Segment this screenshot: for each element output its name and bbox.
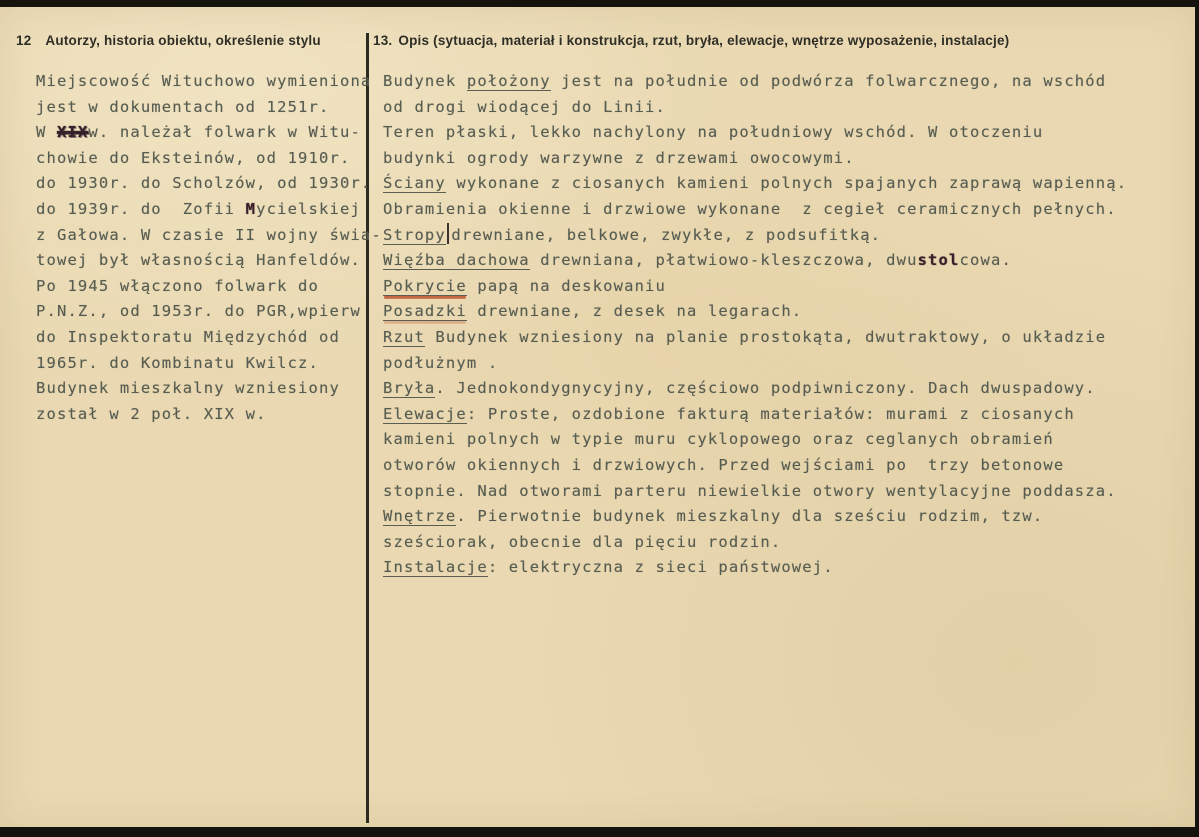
typewritten-line: chowie do Eksteinów, od 1910r. (36, 148, 351, 167)
typewritten-line: Więźba dachowa drewniana, płatwiowo-kleszczowa, dwustolcowa. (383, 251, 1012, 270)
typewritten-line: od drogi wiodącej do Linii. (383, 97, 667, 116)
typewritten-line: do 1939r. do Zofii Mycielskiej (36, 199, 361, 218)
typewritten-line: został w 2 poł. XIX w. (36, 404, 267, 423)
typewritten-line: budynki ogrody warzywne z drzewami owocowymi. (383, 148, 855, 167)
typewritten-line: Wnętrze. Pierwotnie budynek mieszkalny dla sześciu rodzim, tzw. (383, 507, 1044, 526)
typewritten-line: Ściany wykonane z ciosanych kamieni polnych spajanych zaprawą wapienną. (383, 174, 1128, 193)
typewritten-line: Obramienia okienne i drzwiowe wykonane z cegieł ceramicznych pełnych. (383, 199, 1117, 218)
typewritten-line: Budynek mieszkalny wzniesiony (36, 379, 340, 398)
typewritten-line: Budynek położony jest na południe od podwórza folwarcznego, na wschód (383, 72, 1107, 90)
typewritten-line: Miejscowość Wituchowo wymieniona (36, 72, 372, 90)
typewritten-line: P.N.Z., od 1953r. do PGR,wpierw (36, 302, 361, 321)
typewritten-line: Po 1945 włączono folwark do (36, 276, 320, 295)
typewritten-line: podłużnym . (383, 353, 499, 372)
typewritten-line: Posadzki drewniane, z desek na legarach. (383, 302, 803, 321)
right-section-title: Opis (sytuacja, materiał i konstrukcja, rzut, bryła, elewacje, wnętrze wyposażenie, instalacje) (398, 33, 1010, 48)
typewritten-line: kamieni polnych w typie muru cyklopowego oraz ceglanych obramień (383, 430, 1054, 449)
typewritten-line: towej był własnością Hanfeldów. (36, 251, 361, 270)
typewritten-line: stopnie. Nad otworami parteru niewielkie otwory wentylacyjne poddasza. (383, 481, 1117, 500)
typewritten-line: Rzut Budynek wzniesiony na planie prostokąta, dwutraktowy, o układzie (383, 327, 1107, 346)
left-section-title: Autorzy, historia obiektu, określenie stylu (45, 33, 321, 48)
typewritten-line: do Inspektoratu Międzychód od (36, 327, 340, 346)
typewritten-line: Stropy drewniane, belkowe, zwykłe, z podsufitką. (383, 223, 1127, 249)
typewritten-line: jest w dokumentach od 1251r. (36, 97, 330, 116)
typewritten-line: W XIXw. należał folwark w Witu- (36, 123, 361, 142)
history-text-block (36, 69, 382, 427)
right-section-number: 13. (373, 33, 393, 48)
description-text-block (383, 69, 1127, 581)
typewritten-line: do 1930r. do Scholzów, od 1930r. (36, 174, 372, 193)
typewritten-line: sześciorak, obecnie dla pięciu rodzin. (383, 532, 782, 551)
typewritten-line: Pokrycie papą na deskowaniu (383, 276, 667, 295)
document-page (0, 7, 1195, 827)
left-section-number: 12 (16, 33, 32, 48)
typewritten-line: Teren płaski, lekko nachylony na południowy wschód. W otoczeniu (383, 123, 1044, 142)
typewritten-line: Elewacje: Proste, ozdobione fakturą materiałów: murami z ciosanych (383, 404, 1075, 423)
left-section-header (16, 33, 321, 48)
typewritten-line: Bryła. Jednokondygnycyjny, częściowo podpiwniczony. Dach dwuspadowy. (383, 379, 1096, 398)
typewritten-line: 1965r. do Kombinatu Kwilcz. (36, 353, 320, 372)
typewritten-line: z Gałowa. W czasie II wojny świa- (36, 225, 382, 244)
right-section-header (373, 33, 1009, 48)
typewritten-line: Instalacje: elektryczna z sieci państwowej. (383, 558, 834, 577)
typewritten-line: otworów okiennych i drzwiowych. Przed wejściami po trzy betonowe (383, 455, 1065, 474)
